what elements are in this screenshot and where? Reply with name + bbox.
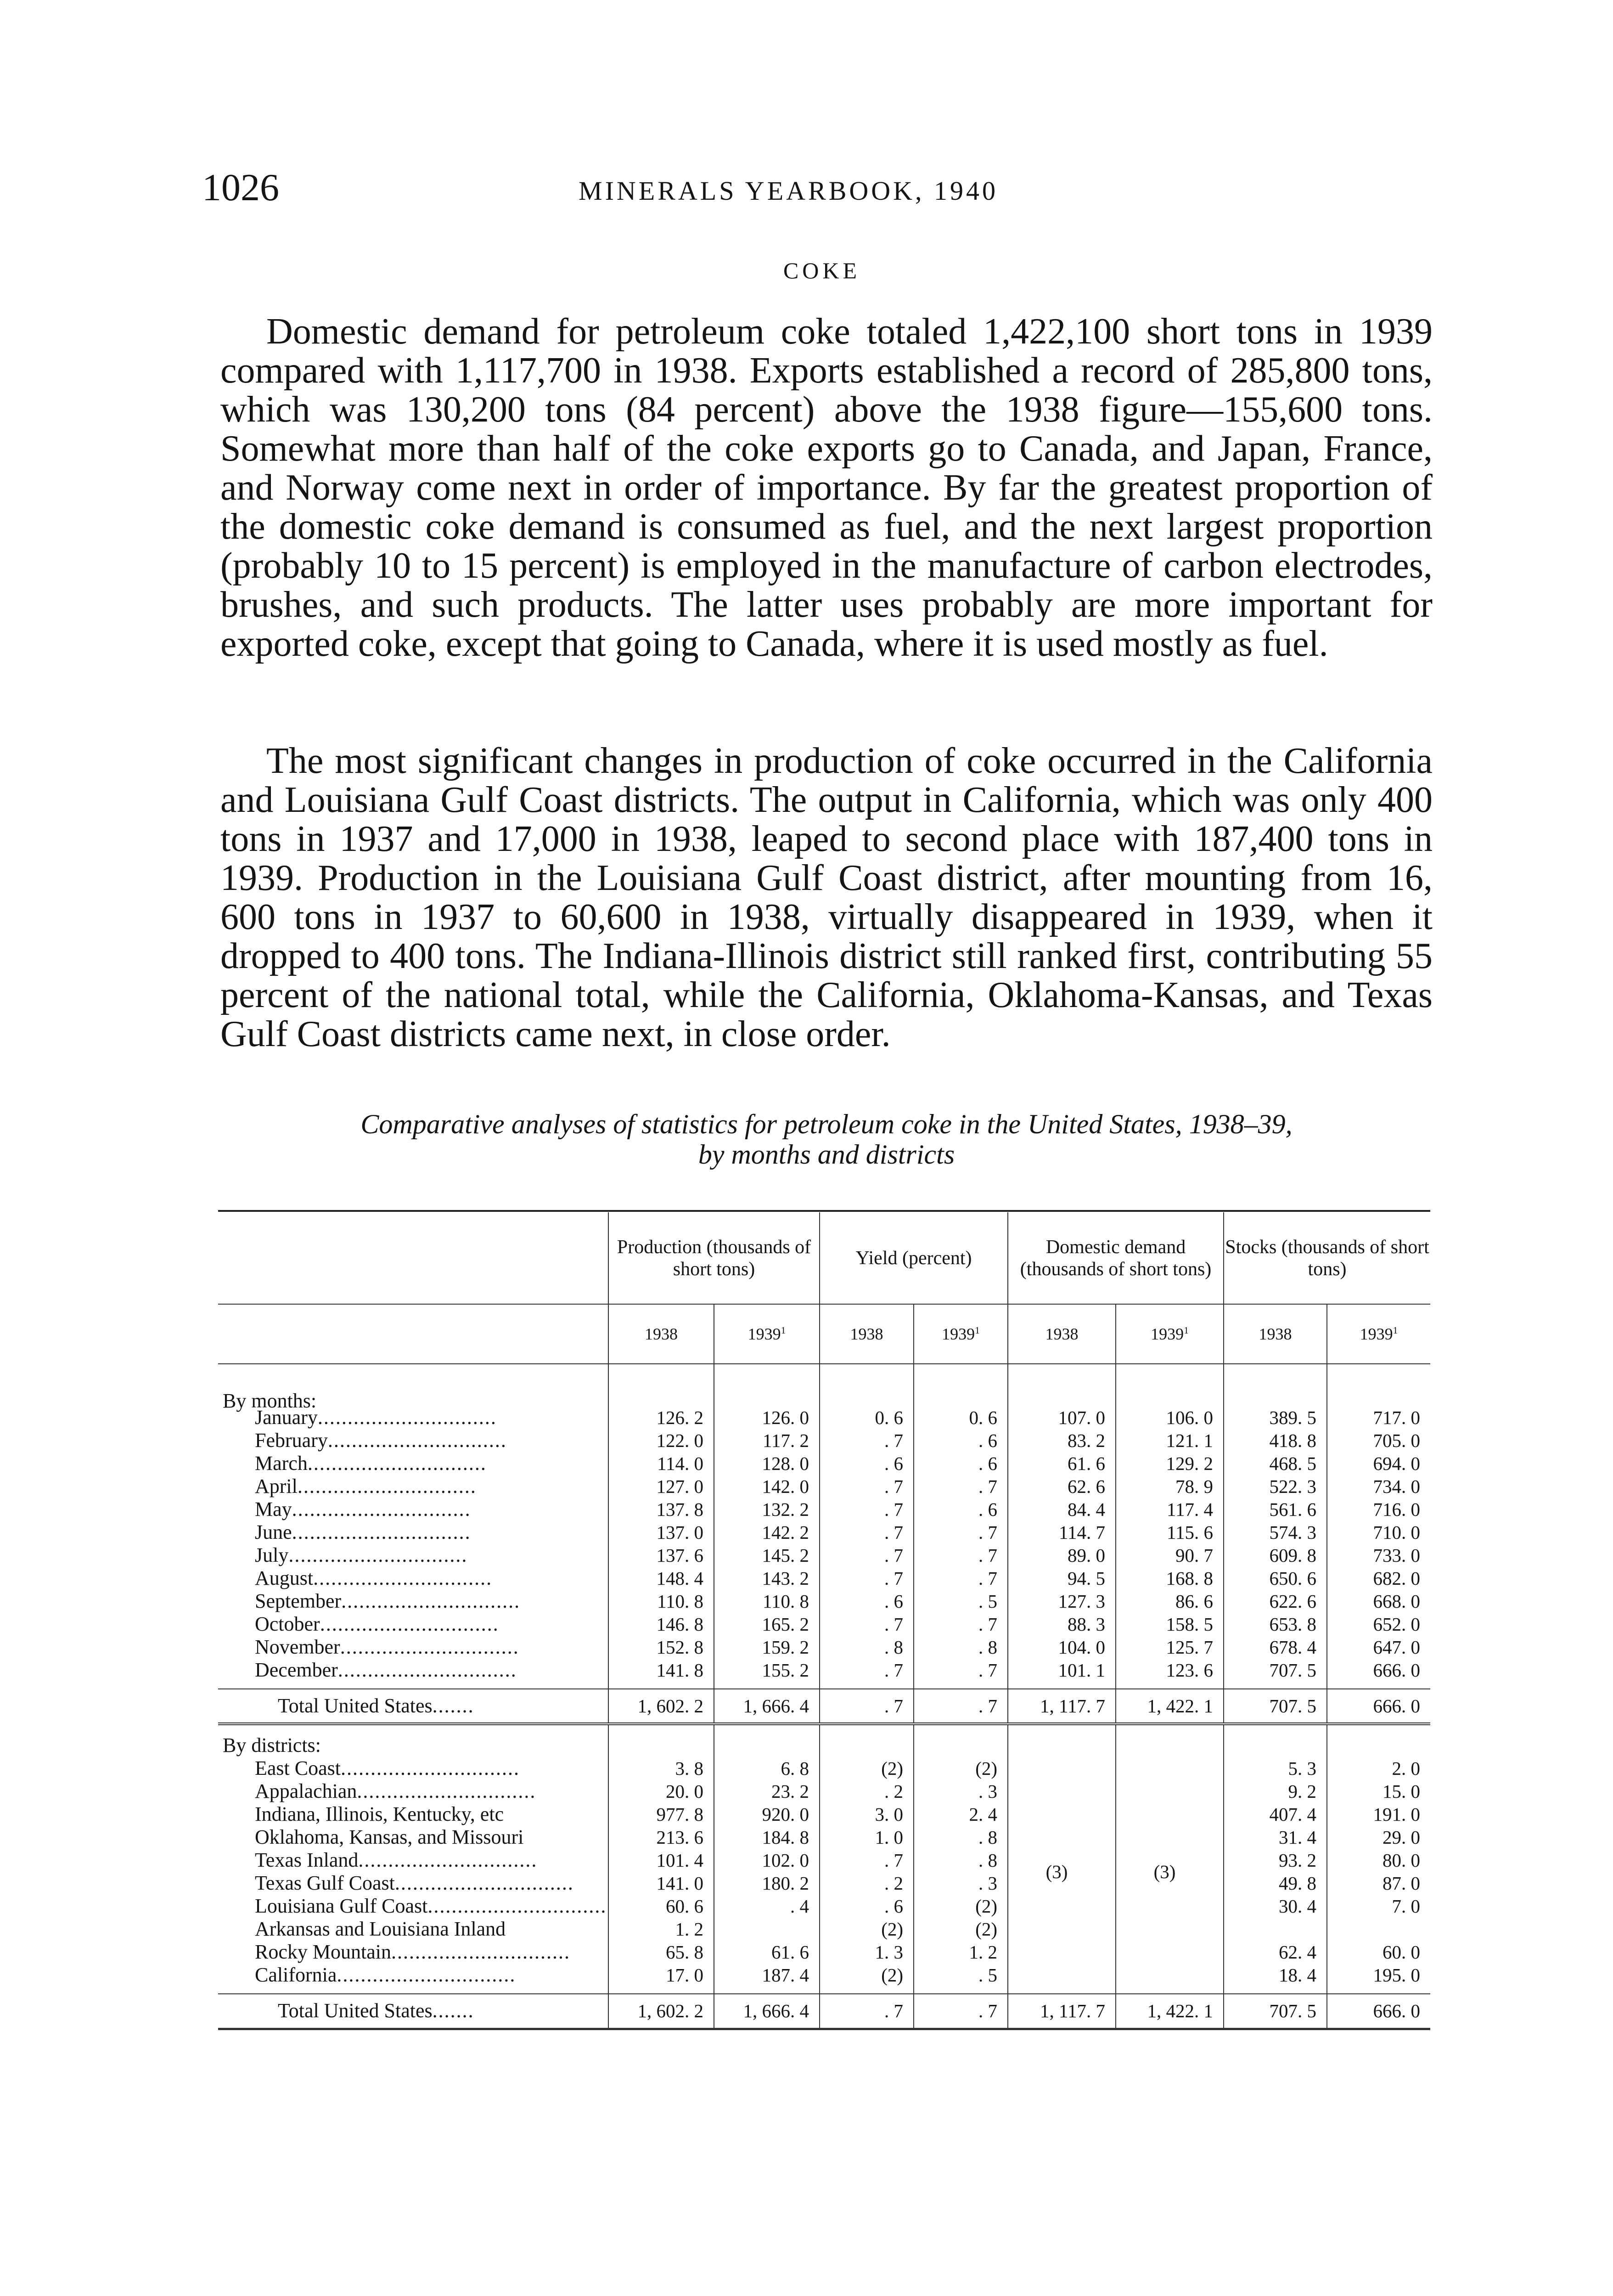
total-yield-1938: . 7 [820,1689,914,1724]
stocks-1939: 29. 0 [1327,1826,1430,1849]
year-1938: 1938 [1224,1304,1327,1364]
production-1938: 126. 2 [608,1406,714,1429]
month-row [218,1544,1430,1567]
districts-body [218,1757,1430,1986]
demand-1938: 61. 6 [1008,1452,1116,1475]
total-demand-1939: 1, 422. 1 [1116,1994,1224,2029]
district-label: Texas Inland.............................. [255,1849,538,1871]
demand-1938: 94. 5 [1008,1567,1116,1590]
total-demand-1938: 1, 117. 7 [1008,1689,1116,1724]
yield-1939: . 8 [914,1849,1008,1872]
district-row [218,1872,1430,1895]
district-row [218,1941,1430,1964]
yield-1939: . 7 [914,1659,1008,1682]
production-1938: 17. 0 [608,1964,714,1986]
demand-header: Domestic demand (thousands of short tons) [1008,1212,1224,1304]
total-districts-body [218,1986,1430,2029]
stocks-1939: 733. 0 [1327,1544,1430,1567]
demand-1938: 89. 0 [1008,1544,1116,1567]
production-1939: 142. 0 [714,1475,820,1498]
month-row [218,1636,1430,1659]
production-1938: 977. 8 [608,1803,714,1826]
yield-1938: . 6 [820,1590,914,1613]
production-1938: 20. 0 [608,1780,714,1803]
district-row [218,1849,1430,1872]
total-demand-1939: 1, 422. 1 [1116,1689,1224,1724]
total-production-1938: 1, 602. 2 [608,1689,714,1724]
yield-1938: . 7 [820,1429,914,1452]
total-stocks-1939: 666. 0 [1327,1994,1430,2029]
month-row [218,1406,1430,1429]
production-1938: 141. 0 [608,1872,714,1895]
yield-1938: (2) [820,1964,914,1986]
district-row [218,1757,1430,1780]
demand-1938: 83. 2 [1008,1429,1116,1452]
district-label: Rocky Mountain.............................. [255,1941,570,1963]
yield-1939: . 7 [914,1475,1008,1498]
district-row [218,1780,1430,1803]
production-1938: 110. 8 [608,1590,714,1613]
year-1938: 1938 [820,1304,914,1364]
yield-1938: . 2 [820,1780,914,1803]
district-label: California.............................. [255,1964,516,1986]
stocks-1938: 622. 6 [1224,1590,1327,1613]
yield-1939: (2) [914,1895,1008,1918]
yield-1939: . 7 [914,1544,1008,1567]
production-1939: 155. 2 [714,1659,820,1682]
stocks-1938: 9. 2 [1224,1780,1327,1803]
total-yield-1939: . 7 [914,1689,1008,1724]
table-caption-line-1: Comparative analyses of statistics for petroleum coke in the United States, 1938–39, [360,1109,1293,1139]
demand-1938: 101. 1 [1008,1659,1116,1682]
yield-1938: . 7 [820,1544,914,1567]
demand-1938: 107. 0 [1008,1406,1116,1429]
yield-1939: 2. 4 [914,1803,1008,1826]
yield-1939: 0. 6 [914,1406,1008,1429]
month-row [218,1613,1430,1636]
table-top-rule [218,1210,1430,1212]
demand-1938: 127. 3 [1008,1590,1116,1613]
production-1939: . 4 [714,1895,820,1918]
month-row [218,1452,1430,1475]
demand-1938-not-available: (3) [1008,1757,1116,1986]
production-1938: 114. 0 [608,1452,714,1475]
yield-1939: . 7 [914,1567,1008,1590]
stocks-1938: 18. 4 [1224,1964,1327,1986]
district-label: East Coast.............................. [255,1757,520,1779]
yield-1939: (2) [914,1757,1008,1780]
section-title: COKE [783,258,861,283]
demand-1939: 129. 2 [1116,1452,1224,1475]
months-body [218,1406,1430,1682]
production-1938: 122. 0 [608,1429,714,1452]
month-label: March.............................. [255,1452,487,1474]
stocks-1939 [1327,1918,1430,1941]
year-1939: 1939$^1$ [1116,1304,1224,1364]
yield-1938: (2) [820,1757,914,1780]
stocks-1939: 668. 0 [1327,1590,1430,1613]
yield-1939: . 5 [914,1964,1008,1986]
stocks-1939: 710. 0 [1327,1521,1430,1544]
stocks-1939: 734. 0 [1327,1475,1430,1498]
stocks-1938: 30. 4 [1224,1895,1327,1918]
yield-1939: . 8 [914,1636,1008,1659]
yield-1938: . 2 [820,1872,914,1895]
yield-1939: . 6 [914,1498,1008,1521]
page-number: 1026 [202,166,279,209]
yield-1938: . 6 [820,1452,914,1475]
yield-1939: 1. 2 [914,1941,1008,1964]
production-1939: 110. 8 [714,1590,820,1613]
year-1939: 1939$^1$ [714,1304,820,1364]
yield-1939: . 3 [914,1780,1008,1803]
section-label-months: By months: [223,1390,317,1412]
production-1938: 3. 8 [608,1757,714,1780]
district-row [218,1964,1430,1986]
demand-1938: 88. 3 [1008,1613,1116,1636]
yield-1938: 3. 0 [820,1803,914,1826]
stocks-1938: 707. 5 [1224,1659,1327,1682]
stocks-1939: 717. 0 [1327,1406,1430,1429]
month-label: June.............................. [255,1521,471,1543]
stocks-header: Stocks (thousands of short tons) [1224,1212,1430,1304]
stocks-1939: 60. 0 [1327,1941,1430,1964]
total-production-1939: 1, 666. 4 [714,1689,820,1724]
yield-1939: . 5 [914,1590,1008,1613]
total-stocks-1938: 707. 5 [1224,1689,1327,1724]
production-1938: 137. 8 [608,1498,714,1521]
statistics-table [218,1212,1430,1412]
total-production-1939: 1, 666. 4 [714,1994,820,2029]
stocks-1938: 561. 6 [1224,1498,1327,1521]
section-label-districts: By districts: [223,1734,321,1756]
total-yield-1938: . 7 [820,1994,914,2029]
yield-1939: . 7 [914,1613,1008,1636]
production-1938: 101. 4 [608,1849,714,1872]
month-row [218,1429,1430,1452]
stocks-1938 [1224,1918,1327,1941]
district-label: Louisiana Gulf Coast.............................. [255,1895,607,1917]
production-1939: 184. 8 [714,1826,820,1849]
stocks-1939: 87. 0 [1327,1872,1430,1895]
stocks-1939: 652. 0 [1327,1613,1430,1636]
production-1939: 142. 2 [714,1521,820,1544]
yield-header: Yield (percent) [820,1212,1008,1304]
yield-1938: . 7 [820,1613,914,1636]
year-header-row [218,1304,1430,1364]
stocks-1938: 31. 4 [1224,1826,1327,1849]
district-label: Indiana, Illinois, Kentucky, etc [255,1803,504,1825]
stocks-1938: 522. 3 [1224,1475,1327,1498]
production-1938: 60. 6 [608,1895,714,1918]
total-row-months [218,1689,1430,1724]
month-label: August.............................. [255,1567,493,1589]
month-label: April.............................. [255,1475,477,1497]
total-yield-1939: . 7 [914,1994,1008,2029]
district-row [218,1918,1430,1941]
production-1939: 920. 0 [714,1803,820,1826]
production-1939: 143. 2 [714,1567,820,1590]
district-label: Texas Gulf Coast.............................. [255,1872,574,1894]
stocks-1939: 694. 0 [1327,1452,1430,1475]
production-1939: 159. 2 [714,1636,820,1659]
yield-1939: . 6 [914,1452,1008,1475]
demand-1939: 78. 9 [1116,1475,1224,1498]
year-1939: 1939$^1$ [914,1304,1008,1364]
yield-1938: (2) [820,1918,914,1941]
month-row [218,1659,1430,1682]
stocks-1938: 407. 4 [1224,1803,1327,1826]
demand-1939: 106. 0 [1116,1406,1224,1429]
yield-1939: . 6 [914,1429,1008,1452]
production-1939: 23. 2 [714,1780,820,1803]
production-1939: 165. 2 [714,1613,820,1636]
yield-1938: 1. 0 [820,1826,914,1849]
demand-1938: 104. 0 [1008,1636,1116,1659]
stocks-1938: 49. 8 [1224,1872,1327,1895]
yield-1938: . 7 [820,1567,914,1590]
month-row [218,1475,1430,1498]
section-row-districts [218,1734,1430,1757]
production-1939: 132. 2 [714,1498,820,1521]
month-label: September.............................. [255,1590,521,1612]
total-stocks-1939: 666. 0 [1327,1689,1430,1724]
yield-1938: . 7 [820,1498,914,1521]
total-label: Total United States....... [278,1694,474,1717]
table-caption-line-2: by months and districts [698,1139,955,1170]
demand-1939: 86. 6 [1116,1590,1224,1613]
demand-1939: 158. 5 [1116,1613,1224,1636]
production-1938: 146. 8 [608,1613,714,1636]
demand-1939: 90. 7 [1116,1544,1224,1567]
spacer-row [218,1364,1430,1390]
demand-1938: 62. 6 [1008,1475,1116,1498]
yield-1938: 1. 3 [820,1941,914,1964]
demand-1939: 168. 8 [1116,1567,1224,1590]
production-1938: 148. 4 [608,1567,714,1590]
year-1938: 1938 [1008,1304,1116,1364]
stocks-1938: 468. 5 [1224,1452,1327,1475]
total-label: Total United States....... [278,1999,474,2022]
stocks-1938: 62. 4 [1224,1941,1327,1964]
stocks-1938: 650. 6 [1224,1567,1327,1590]
stocks-1938: 574. 3 [1224,1521,1327,1544]
stocks-1938: 418. 8 [1224,1429,1327,1452]
year-1938: 1938 [608,1304,714,1364]
yield-1939: (2) [914,1918,1008,1941]
demand-1939: 115. 6 [1116,1521,1224,1544]
yield-1938: . 7 [820,1475,914,1498]
running-head [202,165,1442,220]
yield-1938: . 7 [820,1521,914,1544]
production-1939: 180. 2 [714,1872,820,1895]
production-header: Production (thousands of short tons) [608,1212,820,1304]
month-label: July.............................. [255,1544,468,1566]
stocks-1938: 5. 3 [1224,1757,1327,1780]
yield-1938: 0. 6 [820,1406,914,1429]
production-1939: 128. 0 [714,1452,820,1475]
total-row-districts [218,1994,1430,2029]
stocks-1939: 716. 0 [1327,1498,1430,1521]
total-demand-1938: 1, 117. 7 [1008,1994,1116,2029]
stocks-1939: 666. 0 [1327,1659,1430,1682]
production-1939: 61. 6 [714,1941,820,1964]
demand-1939: 125. 7 [1116,1636,1224,1659]
stocks-1939: 191. 0 [1327,1803,1430,1826]
yield-1939: . 7 [914,1521,1008,1544]
total-production-1938: 1, 602. 2 [608,1994,714,2029]
demand-1939: 121. 1 [1116,1429,1224,1452]
month-row [218,1521,1430,1544]
stocks-1938: 93. 2 [1224,1849,1327,1872]
month-label: February.............................. [255,1429,507,1452]
month-row [218,1498,1430,1521]
demand-1939: 123. 6 [1116,1659,1224,1682]
running-title: MINERALS YEARBOOK, 1940 [579,176,999,206]
district-label: Arkansas and Louisiana Inland [255,1918,506,1940]
paragraph-1: Domestic demand for petroleum coke totaled 1,422,100 short tons in 1939 compared with 1,117,700 in 1938. Exports established a record of 285,800 tons, which was 130,200 tons (84 percent) above the 1938 figure—155,600 tons. Somewhat more than half of the coke exports go to Canada, and Japan, France, and Norway come next in order of importance. By far the greatest proportion of the domestic coke demand is consumed as fuel, and the next largest proportion (probably 10 to 15 percent) is employed in the manufacture of carbon electrodes, brushes, and such products. The latter uses probably are more important for exported coke, except that going to Canada, where it is used mostly as fuel. [220,311,1433,664]
stocks-1938: 389. 5 [1224,1406,1327,1429]
district-label: Oklahoma, Kansas, and Missouri [255,1826,524,1848]
stocks-1939: 705. 0 [1327,1429,1430,1452]
total-months-body [218,1682,1430,1757]
demand-1939-not-available: (3) [1116,1757,1224,1986]
production-1938: 127. 0 [608,1475,714,1498]
production-1939: 187. 4 [714,1964,820,1986]
month-label: December.............................. [255,1659,517,1681]
paragraph-2: The most significant changes in production of coke occurred in the California and Louisiana Gulf Coast districts. The output in California, which was only 400 tons in 1937 and 17,000 in 1938, leaped to second place with 187,400 tons in 1939. Production in the Louisiana Gulf Coast district, after mounting from 16, 600 tons in 1937 to 60,600 in 1938, virtually disappeared in 1939, when it dropped to 400 tons. The Indiana-Illinois district still ranked first, contributing 55 percent of the national total, while the California, Oklahoma-Kansas, and Texas Gulf Coast districts came next, in close order. [220,741,1433,1054]
total-stocks-1938: 707. 5 [1224,1994,1327,2029]
production-1938: 1. 2 [608,1918,714,1941]
production-1939: 102. 0 [714,1849,820,1872]
production-1939: 117. 2 [714,1429,820,1452]
table-caption [220,1109,1433,1170]
yield-1939: . 3 [914,1872,1008,1895]
stocks-1939: 7. 0 [1327,1895,1430,1918]
month-row [218,1567,1430,1590]
production-1939: 126. 0 [714,1406,820,1429]
demand-1938: 114. 7 [1008,1521,1116,1544]
demand-1938: 84. 4 [1008,1498,1116,1521]
production-1939: 145. 2 [714,1544,820,1567]
stocks-1939: 80. 0 [1327,1849,1430,1872]
district-row [218,1803,1430,1826]
group-header-row [218,1212,1430,1304]
yield-1938: . 6 [820,1895,914,1918]
stocks-1939: 15. 0 [1327,1780,1430,1803]
statistics-table-body [218,1406,1430,2030]
stub-header [218,1212,608,1304]
yield-1938: . 7 [820,1659,914,1682]
month-row [218,1590,1430,1613]
month-label: January.............................. [255,1406,497,1429]
yield-1939: . 8 [914,1826,1008,1849]
production-1938: 137. 0 [608,1521,714,1544]
month-label: October.............................. [255,1613,499,1635]
stocks-1938: 678. 4 [1224,1636,1327,1659]
production-1939 [714,1918,820,1941]
month-label: November.............................. [255,1636,519,1658]
stocks-1939: 647. 0 [1327,1636,1430,1659]
district-row [218,1895,1430,1918]
production-1939: 6. 8 [714,1757,820,1780]
production-1938: 213. 6 [608,1826,714,1849]
production-1938: 141. 8 [608,1659,714,1682]
stocks-1938: 609. 8 [1224,1544,1327,1567]
stocks-1939: 2. 0 [1327,1757,1430,1780]
stocks-1939: 195. 0 [1327,1964,1430,1986]
demand-1939: 117. 4 [1116,1498,1224,1521]
production-1938: 152. 8 [608,1636,714,1659]
yield-1938: . 7 [820,1849,914,1872]
stocks-1939: 682. 0 [1327,1567,1430,1590]
year-1939: 1939$^1$ [1327,1304,1430,1364]
yield-1938: . 8 [820,1636,914,1659]
month-label: May.............................. [255,1498,471,1520]
district-label: Appalachian.............................. [255,1780,536,1802]
production-1938: 137. 6 [608,1544,714,1567]
production-1938: 65. 8 [608,1941,714,1964]
stocks-1938: 653. 8 [1224,1613,1327,1636]
district-row [218,1826,1430,1849]
